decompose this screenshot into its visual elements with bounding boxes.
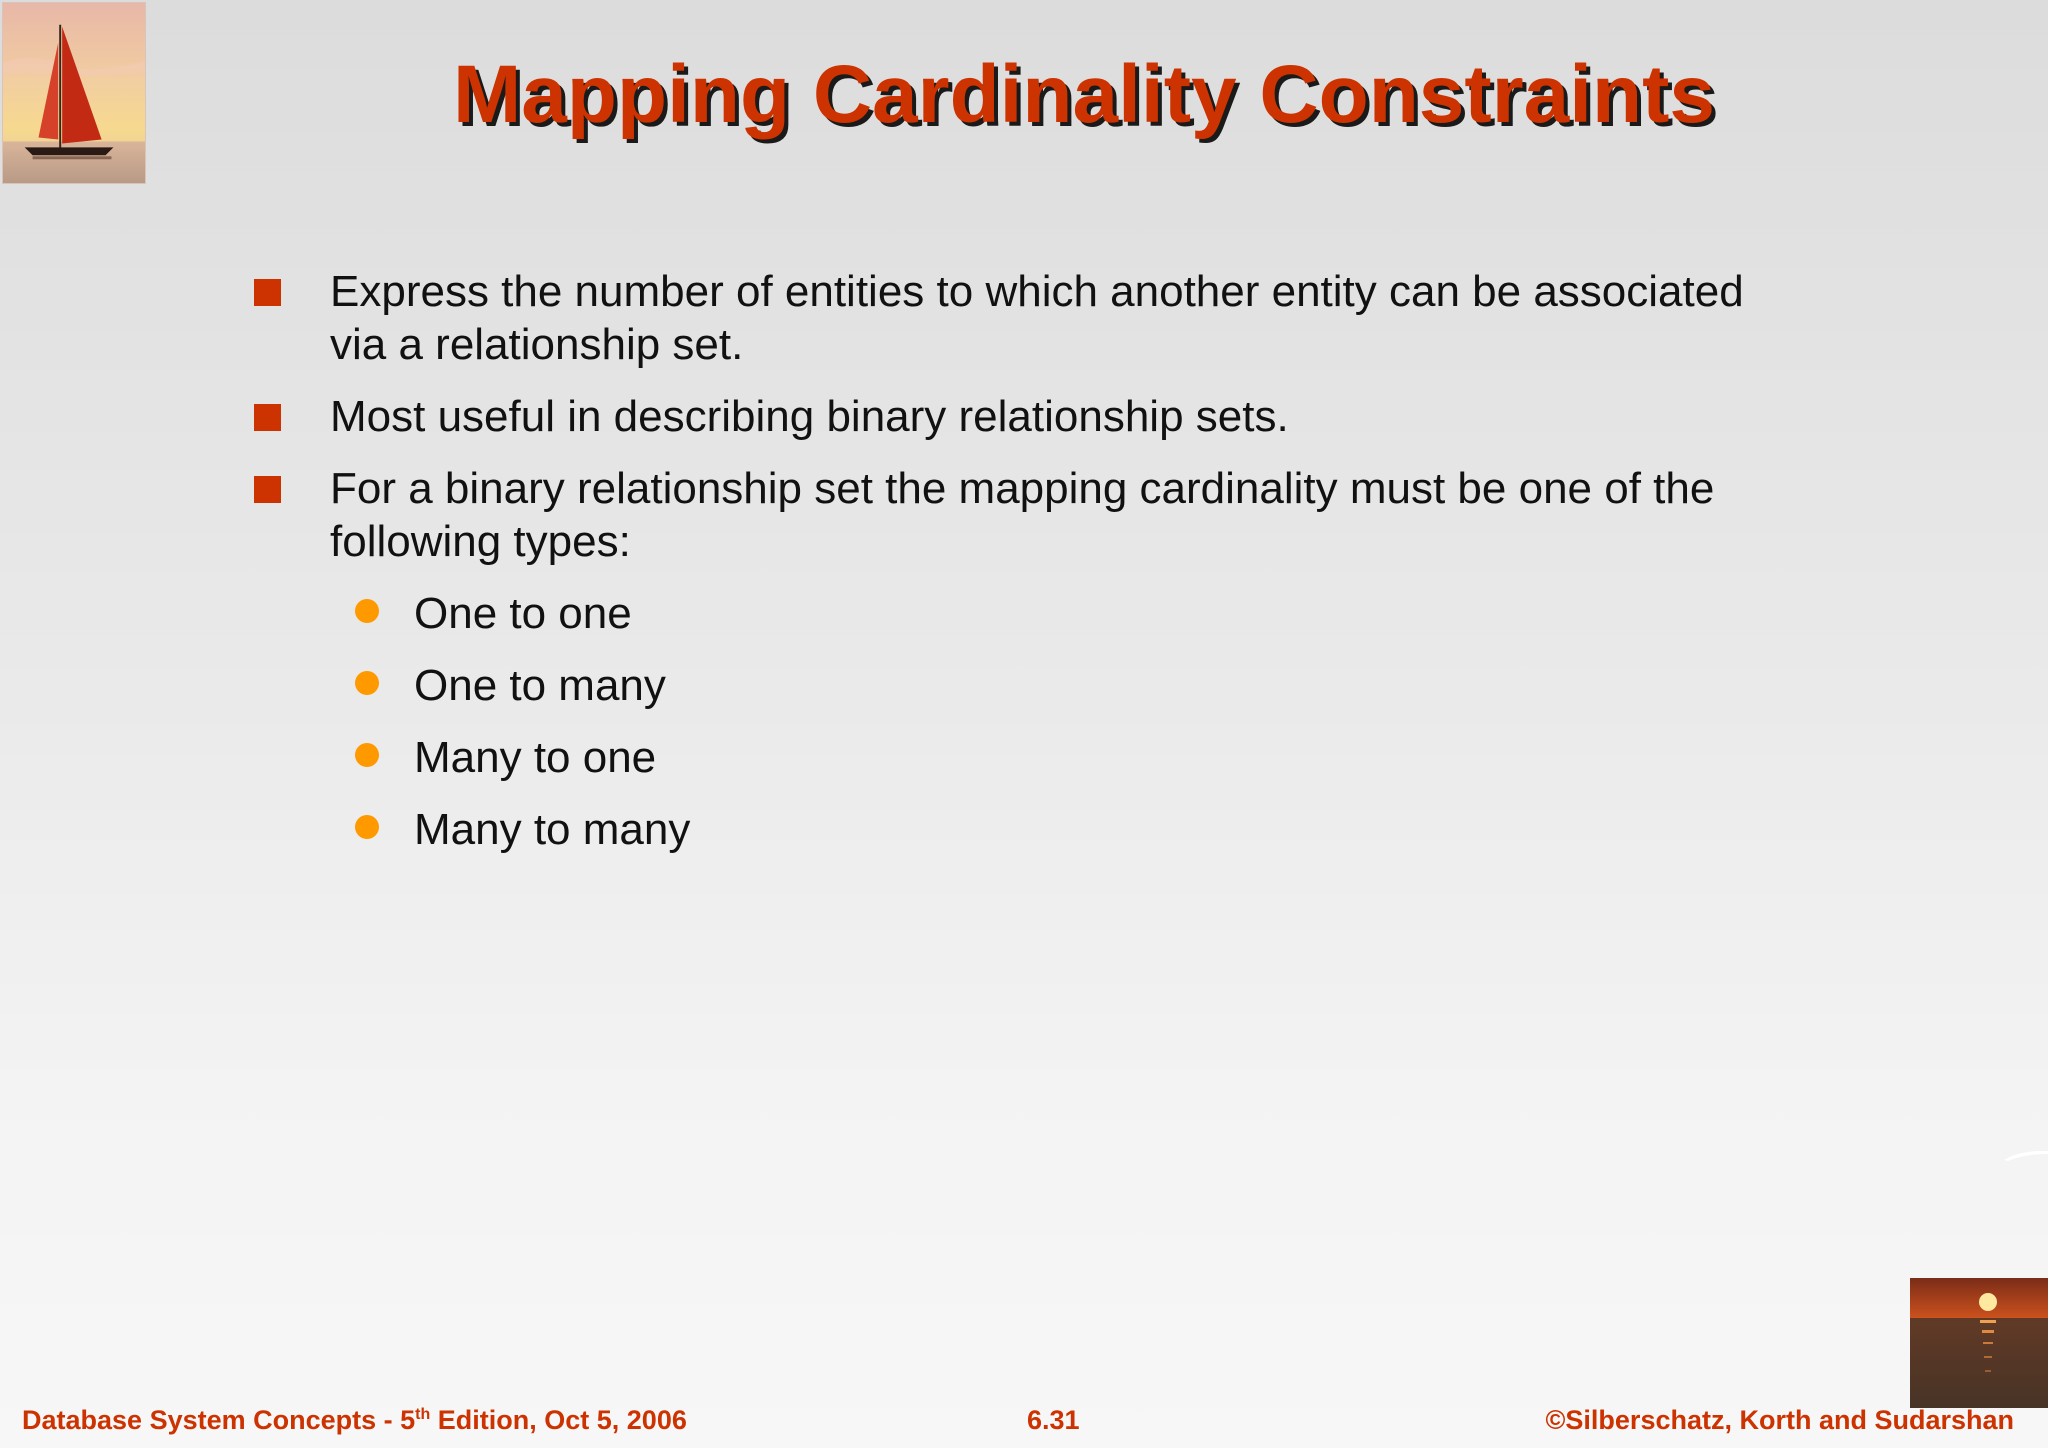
- bullet-item: [250, 265, 1810, 371]
- footer-course-info: [22, 1405, 687, 1436]
- slide-title: Mapping Cardinality Constraints: [453, 49, 1715, 140]
- sub-bullet-text: Many to many: [414, 805, 691, 854]
- circle-bullet-icon: [355, 815, 379, 839]
- footer-copyright: ©Silberschatz, Korth and Sudarshan: [1545, 1405, 2014, 1435]
- sunset-image: [1910, 1278, 2048, 1408]
- bullet-text: For a binary relationship set the mapping cardinality must be one of the following types:: [330, 464, 1715, 566]
- sub-bullet-text: Many to one: [414, 733, 657, 782]
- bullet-list: [250, 265, 1810, 875]
- sub-bullet-item: [250, 803, 1810, 856]
- circle-bullet-icon: [355, 743, 379, 767]
- sub-bullet-item: [250, 731, 1810, 784]
- sub-bullet-list: [250, 587, 1810, 856]
- square-bullet-icon: [254, 279, 281, 306]
- sub-bullet-item: [250, 659, 1810, 712]
- square-bullet-icon: [254, 404, 281, 431]
- footer-left-prefix: Database System Concepts - 5: [22, 1405, 416, 1435]
- page-number: 6.31: [1027, 1405, 1080, 1435]
- sub-bullet-item: [250, 587, 1810, 640]
- bullet-text: Most useful in describing binary relationship sets.: [330, 392, 1289, 441]
- bullet-item: [250, 390, 1810, 443]
- square-bullet-icon: [254, 476, 281, 503]
- circle-bullet-icon: [355, 599, 379, 623]
- bullet-text: Express the number of entities to which another entity can be associated via a relationship set.: [330, 267, 1744, 369]
- bullet-item: [250, 462, 1810, 568]
- sub-bullet-text: One to many: [414, 661, 666, 710]
- sunset-icon: [1910, 1278, 2048, 1408]
- circle-bullet-icon: [355, 671, 379, 695]
- footer-left-suffix: Edition, Oct 5, 2006: [430, 1405, 687, 1435]
- decorative-swoosh-icon: [2000, 1148, 2048, 1162]
- sub-bullet-text: One to one: [414, 589, 632, 638]
- footer-left-superscript: th: [415, 1406, 431, 1423]
